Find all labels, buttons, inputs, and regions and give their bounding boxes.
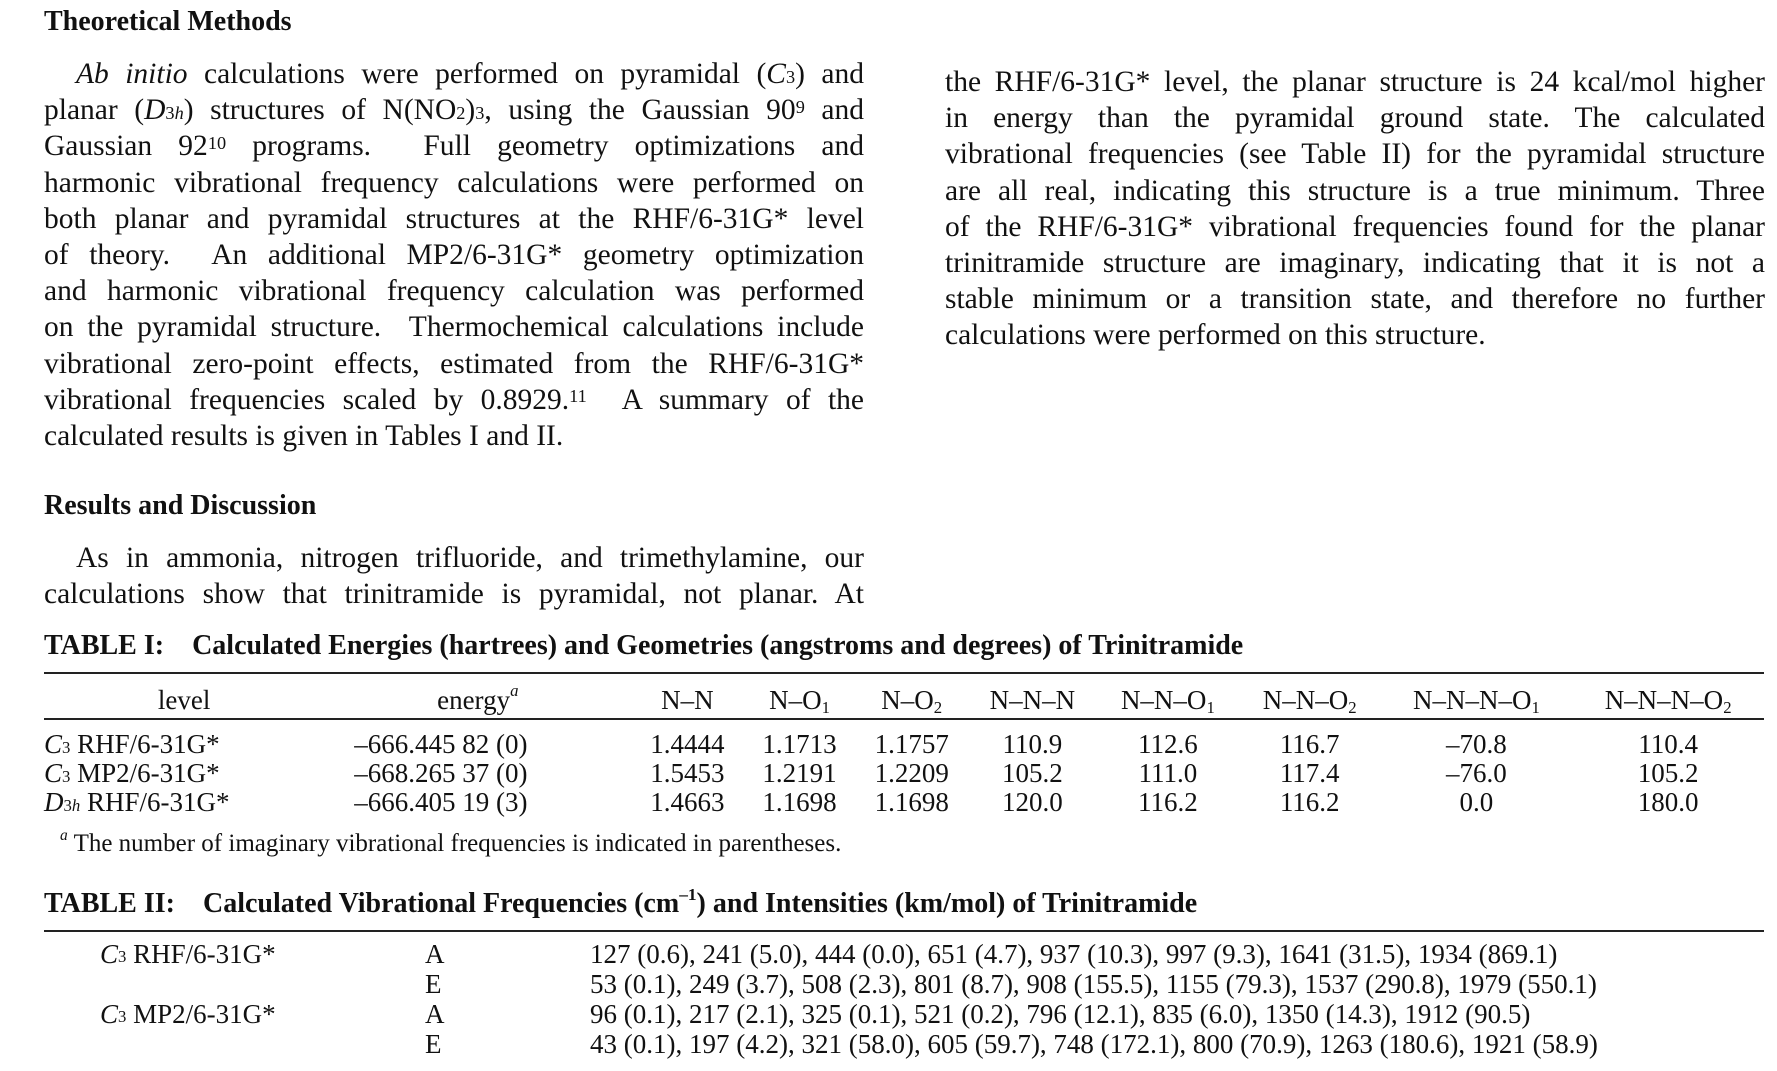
row-energy: –666.445 82 (0) [354,729,528,759]
row-values: 96 (0.1), 217 (2.1), 325 (0.1), 521 (0.2), 796 (12.1), 835 (6.0), 1350 (14.3), 1912 (90.5) [590,999,1531,1029]
cell: 116.7 [1279,729,1340,759]
table-row [44,720,1764,759]
table1-header-row [44,682,1764,718]
cell: –76.0 [1446,758,1507,788]
text-line: planar $(D_{3h})$ structures of $N(NO_2)_3$, using the Gaussian $90^9$ and [44,94,864,127]
table1-top-rule [44,672,1764,674]
row-level: $D_{3h}$ RHF/6-31G* [44,787,230,817]
row-values: 43 (0.1), 197 (4.2), 321 (58.0), 605 (59.7), 748 (172.1), 800 (70.9), 1263 (180.6), 1921 (58.9) [590,1029,1598,1059]
text-line: and harmonic vibrational frequency calculation was performed [44,275,864,308]
text-line: Ab initio calculations were performed on pyramidal $(C_3)$ and [76,58,865,90]
text-line: stable minimum or a transition state, and therefore no further [945,283,1765,316]
cell: 180.0 [1637,787,1699,817]
cell: 111.0 [1138,758,1198,788]
table-row [44,788,1764,817]
text-line: the RHF/6-31G* level, the planar structure is 24 kcal/mol higher [945,66,1765,98]
col-header-no1: $N-O_1$ [769,684,830,717]
cell: 112.6 [1138,729,1198,759]
cell: 1.2191 [762,758,837,788]
table-row [100,969,1598,999]
text-line: on the pyramidal structure. Thermochemical calculations include [44,311,864,344]
paragraph-results-discussion [44,540,864,612]
text-line: trinitramide structure are imaginary, indicating that it is not a [945,247,1765,280]
text-line: of theory. An additional MP2/6-31G* geometry optimization [44,239,864,272]
cell: 1.5453 [650,758,725,788]
row-energy: –666.405 19 (3) [354,787,528,817]
cell: 120.0 [1002,787,1063,817]
table1-caption [44,630,1243,662]
row-level: $C_3$ RHF/6-31G* [44,729,220,759]
paragraph-right-column [945,64,1765,354]
table2-number: TABLE II: [44,888,175,919]
cell: 117.4 [1279,758,1340,788]
row-energy: –668.265 37 (0) [354,758,528,788]
table-row [100,939,1598,969]
cell: –70.8 [1446,729,1507,759]
col-header-nno1: $N-N-O_1$ [1120,684,1215,717]
row-level: $C_3$ MP2/6-31G* [100,999,276,1029]
cell: 105.2 [1637,758,1699,788]
table1-title: Calculated Energies (hartrees) and Geometries (angstroms and degrees) of Trinitramide [192,630,1244,661]
table1 [44,682,1764,817]
table2-caption [44,884,1198,920]
text-line: As in ammonia, nitrogen trifluoride, and trimethylamine, our [76,542,864,574]
cell: 1.1713 [762,729,837,759]
text-line: calculated results is given in Tables I and II. [44,420,564,453]
table-row [44,759,1764,788]
table2 [100,939,1598,1059]
text-line: of the RHF/6-31G* vibrational frequencies found for the planar [945,210,1765,243]
table-row [100,999,1598,1029]
text-line: Gaussian $92^{10}$ programs. Full geometry optimizations and [44,130,864,163]
cell: 1.1698 [762,787,837,817]
col-header-level: level [157,684,211,715]
row-symmetry: A [425,999,445,1029]
row-symmetry: E [425,969,442,999]
col-header-nno2: $N-N-O_2$ [1262,684,1357,717]
row-level: $C_3$ RHF/6-31G* [100,939,276,969]
section-heading-theoretical-methods: Theoretical Methods [44,6,292,37]
text-line: harmonic vibrational frequency calculations were performed on [44,166,864,199]
col-header-nnno2: $N-N-N-O_2$ [1604,684,1732,717]
table-row [100,1029,1598,1059]
text-line: both planar and pyramidal structures at the RHF/6-31G* level [44,202,864,235]
text-line: calculations were performed on this structure. [945,319,1486,352]
col-header-nn: N–N [661,684,714,715]
row-symmetry: E [425,1029,442,1059]
cell: 1.4444 [650,729,725,759]
cell: 110.9 [1002,729,1063,759]
cell: 0.0 [1459,787,1494,817]
text-line: vibrational zero-point effects, estimated from the RHF/6-31G* [44,347,864,380]
cell: 1.1757 [874,729,949,759]
col-header-nnno1: $N-N-N-O_1$ [1412,684,1540,717]
cell: 116.2 [1279,787,1340,817]
row-level: $C_3$ MP2/6-31G* [44,758,220,788]
table2-title: Calculated Vibrational Frequencies $(cm^{-1})$ and Intensities (km/mol) of Trinitramide [202,884,1198,919]
table2-top-rule [44,930,1764,932]
paragraph-theoretical-methods [44,56,864,454]
cell: 1.1698 [874,787,949,817]
row-symmetry: A [425,939,445,969]
table1-number: TABLE I: [44,630,165,661]
text-line: calculations show that trinitramide is pyramidal, not planar. At [44,578,864,611]
col-header-nnn: N–N–N [989,684,1076,715]
text-line: vibrational frequencies (see Table II) for the pyramidal structure [945,138,1765,171]
col-header-energy: energy$^a$ [437,681,519,715]
text-line: are all real, indicating this structure is a true minimum. Three [945,174,1765,207]
cell: 110.4 [1638,729,1698,759]
text-line: vibrational frequencies scaled by 0.8929.11 A summary of the [44,383,864,416]
row-values: 53 (0.1), 249 (3.7), 508 (2.3), 801 (8.7), 908 (155.5), 1155 (79.3), 1537 (290.8), 1979 (550.1) [590,969,1597,999]
row-level [100,969,425,999]
cell: 116.2 [1138,787,1198,817]
cell: 1.2209 [874,758,949,788]
section-heading-results-discussion: Results and Discussion [44,490,317,521]
row-level [100,1029,425,1059]
table1-footnote: $^a$ The number of imaginary vibrational frequencies is indicated in parentheses. [60,826,842,857]
text-line: in energy than the pyramidal ground state. The calculated [945,102,1765,135]
cell: 1.4663 [650,787,725,817]
row-values: 127 (0.6), 241 (5.0), 444 (0.0), 651 (4.7), 937 (10.3), 997 (9.3), 1641 (31.5), 1934 (869.1) [590,939,1558,969]
cell: 105.2 [1002,758,1063,788]
col-header-no2: $N-O_2$ [881,684,943,717]
